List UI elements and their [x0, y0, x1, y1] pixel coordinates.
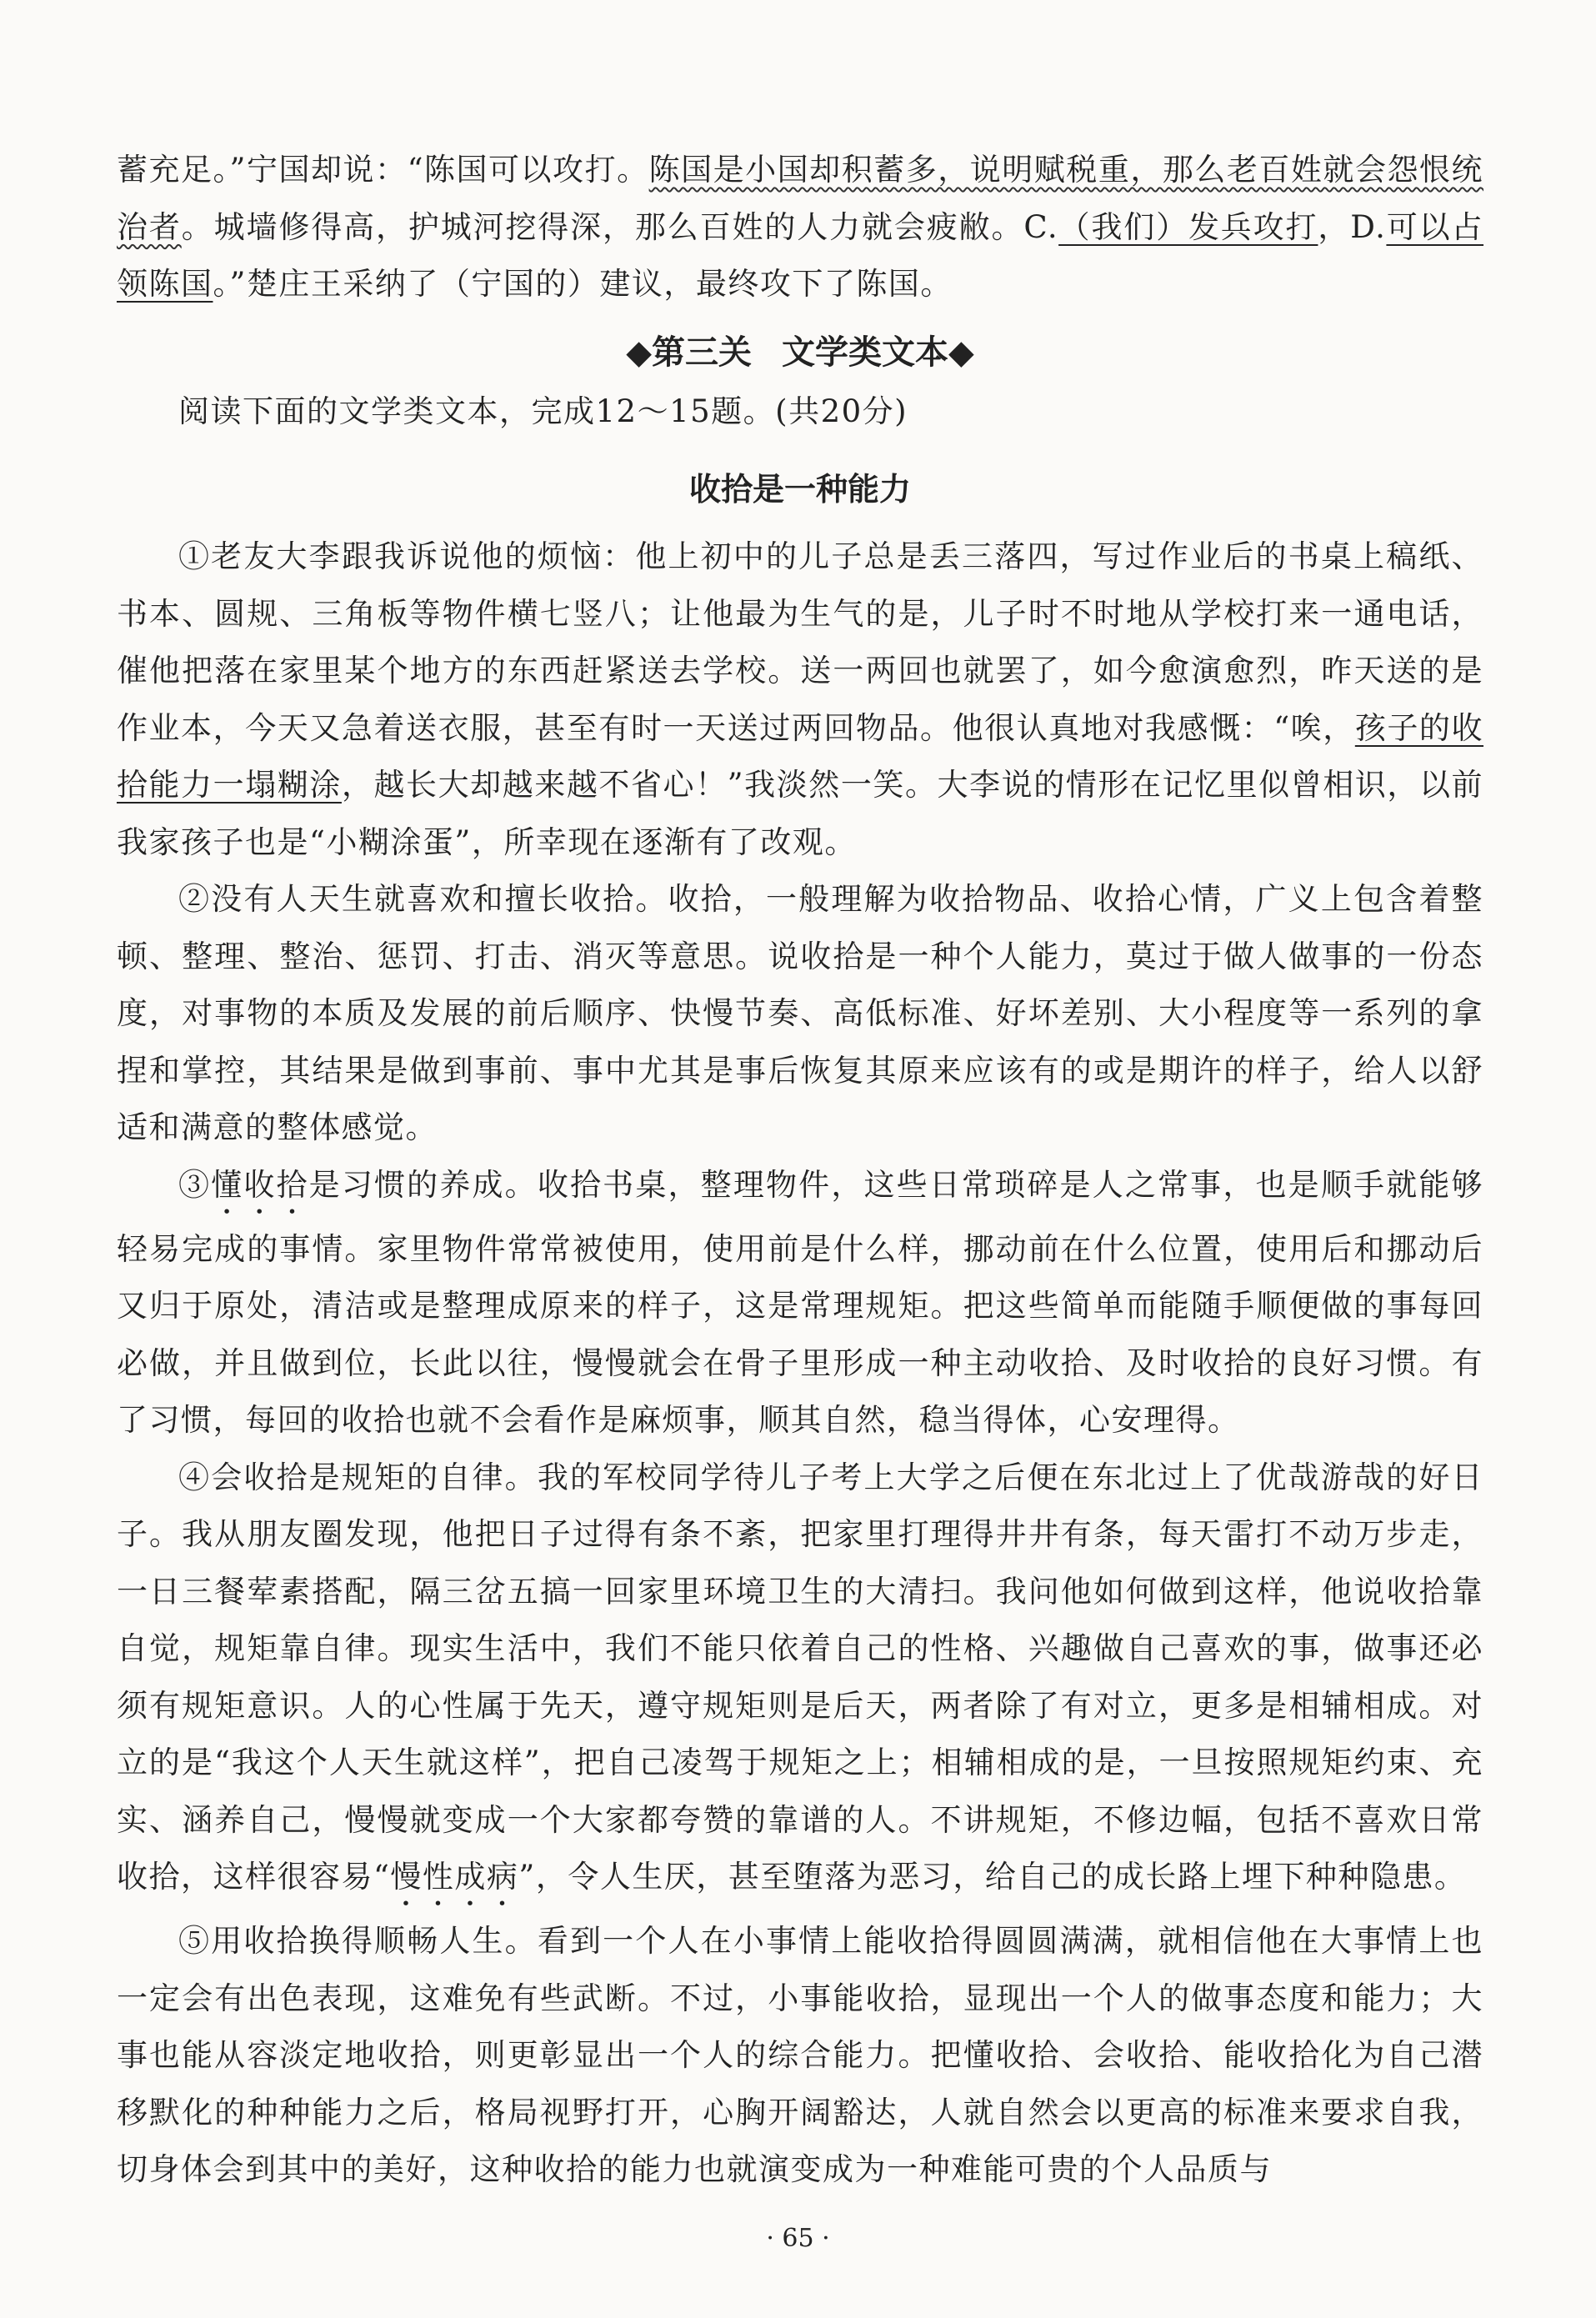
emphasis-dotted-phrase: 慢性成病	[390, 1859, 519, 1895]
emphasis-dotted-phrase: 懂收拾	[211, 1166, 309, 1203]
paragraph-5: ⑤用收拾换得顺畅人生。看到一个人在小事情上能收拾得圆圆满满，就相信他在大事情上也一定会有出色表现，这难免有些武断。不过，小事能收拾，显现出一个人的做事态度和能力；大事也能从容淡定地收拾，则更彰显出一个人的综合能力。把懂收拾、会收拾、能收拾化为自己潜移默化的种种能力之后，格局视野打开，心胸开阔豁达，人就自然会以更高的标准来要求自我，切身体会到其中的美好，这种收拾的能力也就演变成为一种难能可贵的个人品质与	[117, 1923, 1483, 2187]
translation-underlined: 可以占领陈国	[117, 208, 1484, 302]
translation-underlined: （我们）发兵攻打	[1058, 208, 1318, 245]
translation-text: 。”楚庄王采纳了（宁国的）建议，最终攻下了陈国。	[213, 266, 953, 302]
carryover-translation	[117, 142, 1483, 313]
paragraph-1	[117, 528, 1483, 871]
paragraph-number: ③	[178, 1166, 212, 1203]
paragraph-4	[117, 1449, 1483, 1914]
paragraph-text: 是习惯的养成。收拾书桌，整理物件，这些日常琐碎是人之常事，也是顺手就能够轻易完成的事情。家里物件常常被使用，使用前是什么样，挪动前在什么位置，使用后和挪动后又归于原处，清洁或是整理成原来的样子，这是常理规矩。把这些简单而能随手顺便做的事每回必做，并且做到位，长此以往，慢慢就会在骨子里形成一种主动收拾、及时收拾的良好习惯。有了习惯，每回的收拾也就不会看作是麻烦事，顺其自然，稳当得体，心安理得。	[117, 1166, 1484, 1438]
paragraph-3	[117, 1157, 1483, 1449]
translation-wavy-underline: 陈国是小国却积蓄多，说明赋税重，那么老百姓就会怨恨统治者	[117, 152, 1483, 245]
article-title: 收拾是一种能力	[688, 471, 911, 508]
paragraph-text: ”，令人生厌，甚至堕落为恶习，给自己的成长路上埋下种种隐患。	[518, 1859, 1467, 1895]
paragraph-text: ①老友大李跟我诉说他的烦恼：他上初中的儿子总是丢三落四，写过作业后的书桌上稿纸、书本、圆规、三角板等物件横七竖八；让他最为生气的是，儿子时不时地从学校打来一通电话，催他把落在家里某个地方的东西赶紧送去学校。送一两回也就罢了，如今愈演愈烈，昨天送的是作业本，今天又急着送衣服，甚至有时一天送过两回物品。他很认真地对我感慨：“唉，	[117, 538, 1483, 746]
translation-text: 蓄充足。”宁国却说：“陈国可以攻打。	[117, 152, 649, 188]
diamond-icon: ◆	[626, 333, 652, 372]
section-label: 第三关	[652, 333, 752, 372]
page-number: · 65 ·	[766, 2224, 830, 2253]
paragraph-text: ④会收拾是规矩的自律。我的军校同学待儿子考上大学之后便在东北过上了优哉游哉的好日子。我从朋友圈发现，他把日子过得有条不紊，把家里打理得井井有条，每天雷打不动万步走，一日三餐荤素搭配，隔三岔五搞一回家里环境卫生的大清扫。我问他如何做到这样，他说收拾靠自觉，规矩靠自律。现实生活中，我们不能只依着自己的性格、兴趣做自己喜欢的事，做事还必须有规矩意识。人的心性属于先天，遵守规矩则是后天，两者除了有对立，更多是相辅相成。对立的是“我这个人天生就这样”，把自己凌驾于规矩之上；相辅相成的是，一旦按照规矩约束、充实、涵养自己，慢慢就变成一个大家都夸赞的靠谱的人。不讲规矩，不修边幅，包括不喜欢日常收拾，这样很容易“	[117, 1459, 1483, 1895]
paragraph-text: ，越长大却越来越不省心！”我淡然一笑。大李说的情形在记忆里似曾相识，以前我家孩子也是“小糊涂蛋”，所幸现在逐渐有了改观。	[117, 767, 1483, 860]
translation-text: 。城墙修得高，护城河挖得深，那么百姓的人力就会疲敝。C.	[181, 208, 1059, 245]
diamond-icon: ◆	[948, 333, 974, 372]
underlined-phrase: 孩子的收拾能力一塌糊涂	[117, 709, 1483, 803]
section-instruction: 阅读下面的文学类文本，完成12～15题。(共20分)	[178, 393, 908, 429]
paragraph-2: ②没有人天生就喜欢和擅长收拾。收拾，一般理解为收拾物品、收拾心情，广义上包含着整顿、整理、整治、惩罚、打击、消灭等意思。说收拾是一种个人能力，莫过于做人做事的一份态度，对事物的本质及发展的前后顺序、快慢节奏、高低标准、好坏差别、大小程度等一系列的拿捏和掌控，其结果是做到事前、事中尤其是事后恢复其原来应该有的或是期许的样子，给人以舒适和满意的整体感觉。	[117, 881, 1483, 1145]
translation-text: ，D.	[1318, 208, 1387, 245]
section-heading	[117, 322, 1483, 383]
page-content	[117, 142, 1483, 2199]
section-name: 文学类文本	[782, 333, 948, 372]
